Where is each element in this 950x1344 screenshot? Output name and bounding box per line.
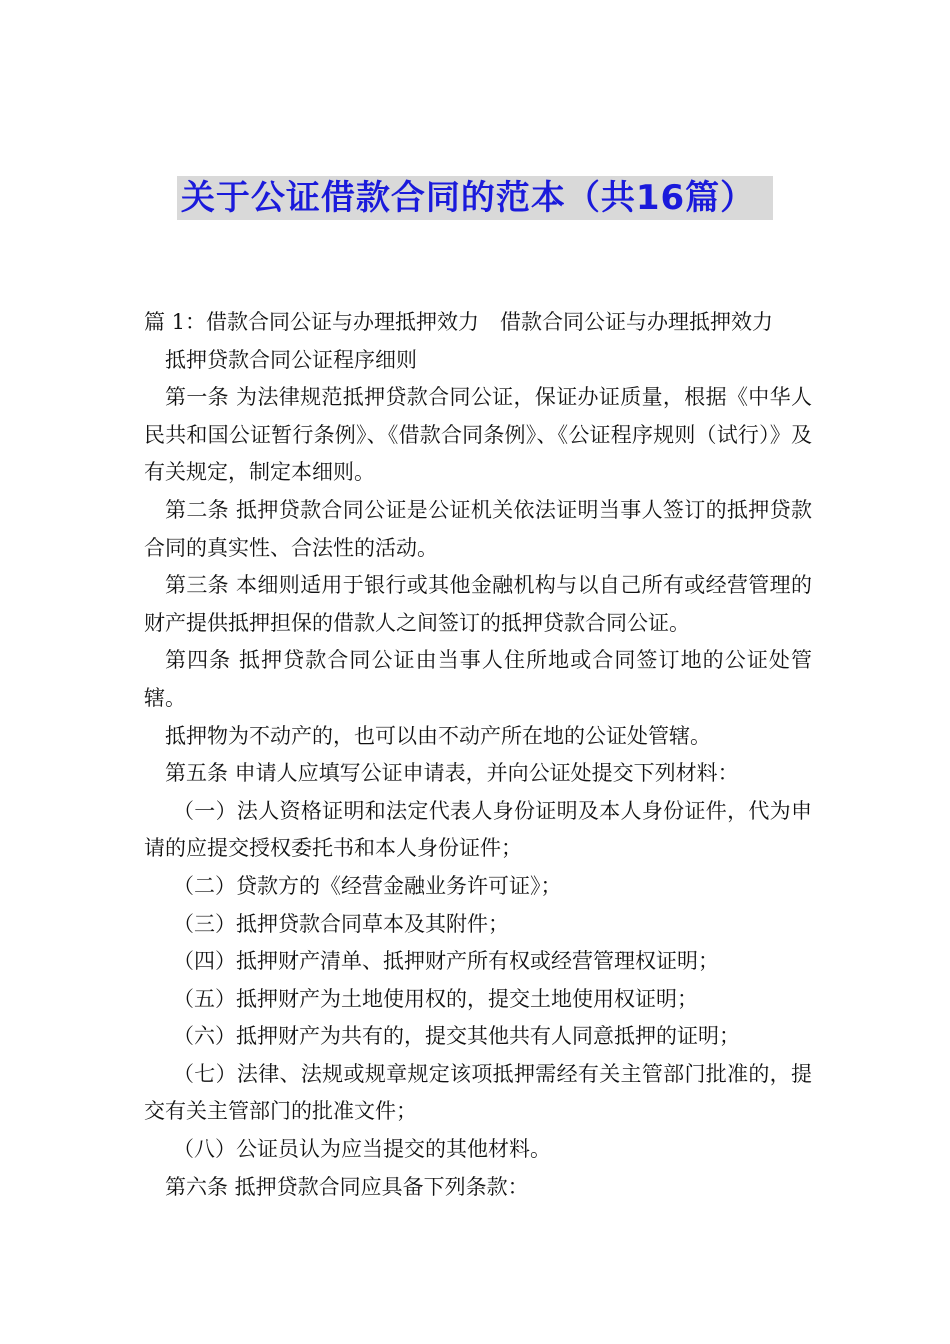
document-body xyxy=(144,304,812,1206)
document-title: 关于公证借款合同的范本（共16篇） xyxy=(177,176,773,220)
paragraph-15: （七）法律、法规或规章规定该项抵押需经有关主管部门批准的，提交有关主管部门的批准文件； xyxy=(144,1061,812,1124)
title-wrap xyxy=(0,176,950,220)
paragraph-7: 抵押物为不动产的，也可以由不动产所在地的公证处管辖。 xyxy=(165,723,711,748)
paragraph-14: （六）抵押财产为共有的，提交其他共有人同意抵押的证明； xyxy=(173,1024,740,1049)
paragraph-10: （二）贷款方的《经营金融业务许可证》； xyxy=(173,873,562,898)
paragraph-8: 第五条 申请人应填写公证申请表，并向公证处提交下列材料： xyxy=(165,761,739,786)
paragraph-9: （一）法人资格证明和法定代表人身份证明及本人身份证件，代为申请的应提交授权委托书和本人身份证件； xyxy=(144,798,812,861)
paragraph-5: 第三条 本细则适用于银行或其他金融机构与以自己所有或经营管理的财产提供抵押担保的借款人之间签订的抵押贷款合同公证。 xyxy=(144,573,812,635)
paragraph-12: （四）抵押财产清单、抵押财产所有权或经营管理权证明； xyxy=(173,949,719,974)
paragraph-11: （三）抵押贷款合同草本及其附件； xyxy=(173,911,509,936)
paragraph-2: 抵押贷款合同公证程序细则 xyxy=(165,347,417,372)
paragraph-1: 篇 1：借款合同公证与办理抵押效力 借款合同公证与办理抵押效力 xyxy=(144,310,774,334)
paragraph-16: （八）公证员认为应当提交的其他材料。 xyxy=(173,1137,551,1162)
paragraph-4: 第二条 抵押贷款合同公证是公证机关依法证明当事人签订的抵押贷款合同的真实性、合法性的活动。 xyxy=(144,497,812,560)
paragraph-6: 第四条 抵押贷款合同公证由当事人住所地或合同签订地的公证处管辖。 xyxy=(144,648,812,710)
paragraph-3: 第一条 为法律规范抵押贷款合同公证，保证办证质量，根据《中华人民共和国公证暂行条例》、《借款合同条例》、《公证程序规则（试行）》及有关规定，制定本细则。 xyxy=(144,385,812,485)
paragraph-17: 第六条 抵押贷款合同应具备下列条款： xyxy=(165,1174,529,1199)
paragraph-13: （五）抵押财产为土地使用权的，提交土地使用权证明； xyxy=(173,986,698,1011)
